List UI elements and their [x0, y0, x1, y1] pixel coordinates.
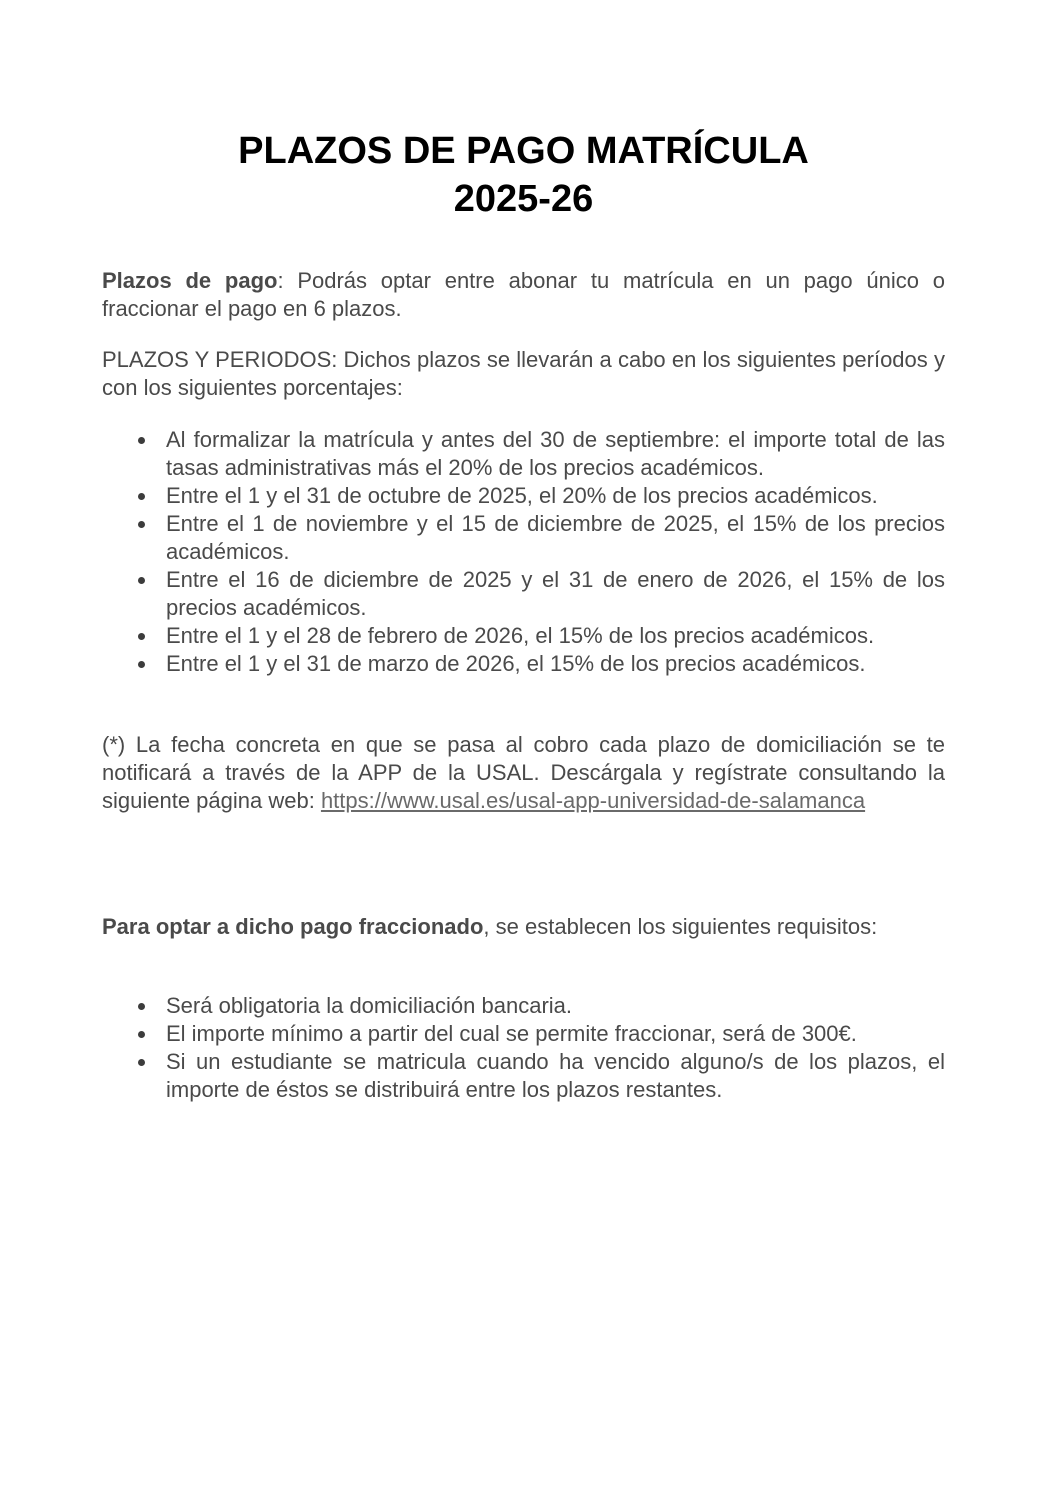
list-item: Entre el 1 y el 28 de febrero de 2026, el 15% de los precios académicos.	[102, 622, 945, 650]
requirements-bold: Para optar a dicho pago fraccionado	[102, 914, 484, 939]
bullet-icon	[138, 661, 145, 668]
bullet-icon	[138, 437, 145, 444]
list-item: Entre el 1 y el 31 de marzo de 2026, el 15% de los precios académicos.	[102, 650, 945, 678]
note-paragraph	[102, 731, 945, 815]
list-item: Entre el 1 de noviembre y el 15 de diciembre de 2025, el 15% de los precios académicos.	[102, 510, 945, 566]
bullet-icon	[138, 1031, 145, 1038]
page-title	[102, 127, 945, 223]
intro-text: : Podrás optar entre abonar tu matrícula en un pago único o fraccionar el pago en 6 plazos.	[102, 268, 945, 321]
bullet-icon	[138, 1059, 145, 1066]
title-line-1: PLAZOS DE PAGO MATRÍCULA	[238, 130, 809, 172]
periods-list	[102, 426, 945, 678]
requirements-list	[102, 992, 945, 1104]
title-line-2: 2025-26	[453, 178, 594, 220]
intro-paragraph	[102, 267, 945, 323]
list-item: Será obligatoria la domiciliación bancaria.	[102, 992, 945, 1020]
note-text: (*) La fecha concreta en que se pasa al cobro cada plazo de domiciliación se te notificará a través de la APP de la USAL. Descárgala y regístrate consultando la siguiente página web:	[102, 732, 945, 813]
periods-intro: PLAZOS Y PERIODOS: Dichos plazos se llevarán a cabo en los siguientes períodos y con los siguientes porcentajes:	[102, 347, 945, 400]
requirements-intro	[102, 913, 945, 941]
list-item: Si un estudiante se matricula cuando ha vencido alguno/s de los plazos, el importe de éstos se distribuirá entre los plazos restantes.	[102, 1048, 945, 1104]
requirements-text: , se establecen los siguientes requisitos:	[483, 914, 878, 939]
bullet-icon	[138, 577, 145, 584]
list-item: Al formalizar la matrícula y antes del 30 de septiembre: el importe total de las tasas administrativas más el 20% de los precios académicos.	[102, 426, 945, 482]
bullet-icon	[138, 1003, 145, 1010]
intro-bold: Plazos de pago	[102, 268, 278, 293]
list-item: Entre el 1 y el 31 de octubre de 2025, el 20% de los precios académicos.	[102, 482, 945, 510]
bullet-icon	[138, 493, 145, 500]
list-item: Entre el 16 de diciembre de 2025 y el 31 de enero de 2026, el 15% de los precios académicos.	[102, 566, 945, 622]
bullet-icon	[138, 521, 145, 528]
usal-app-link[interactable]: https://www.usal.es/usal-app-universidad-de-salamanca	[320, 788, 866, 813]
bullet-icon	[138, 633, 145, 640]
list-item: El importe mínimo a partir del cual se permite fraccionar, será de 300€.	[102, 1020, 945, 1048]
